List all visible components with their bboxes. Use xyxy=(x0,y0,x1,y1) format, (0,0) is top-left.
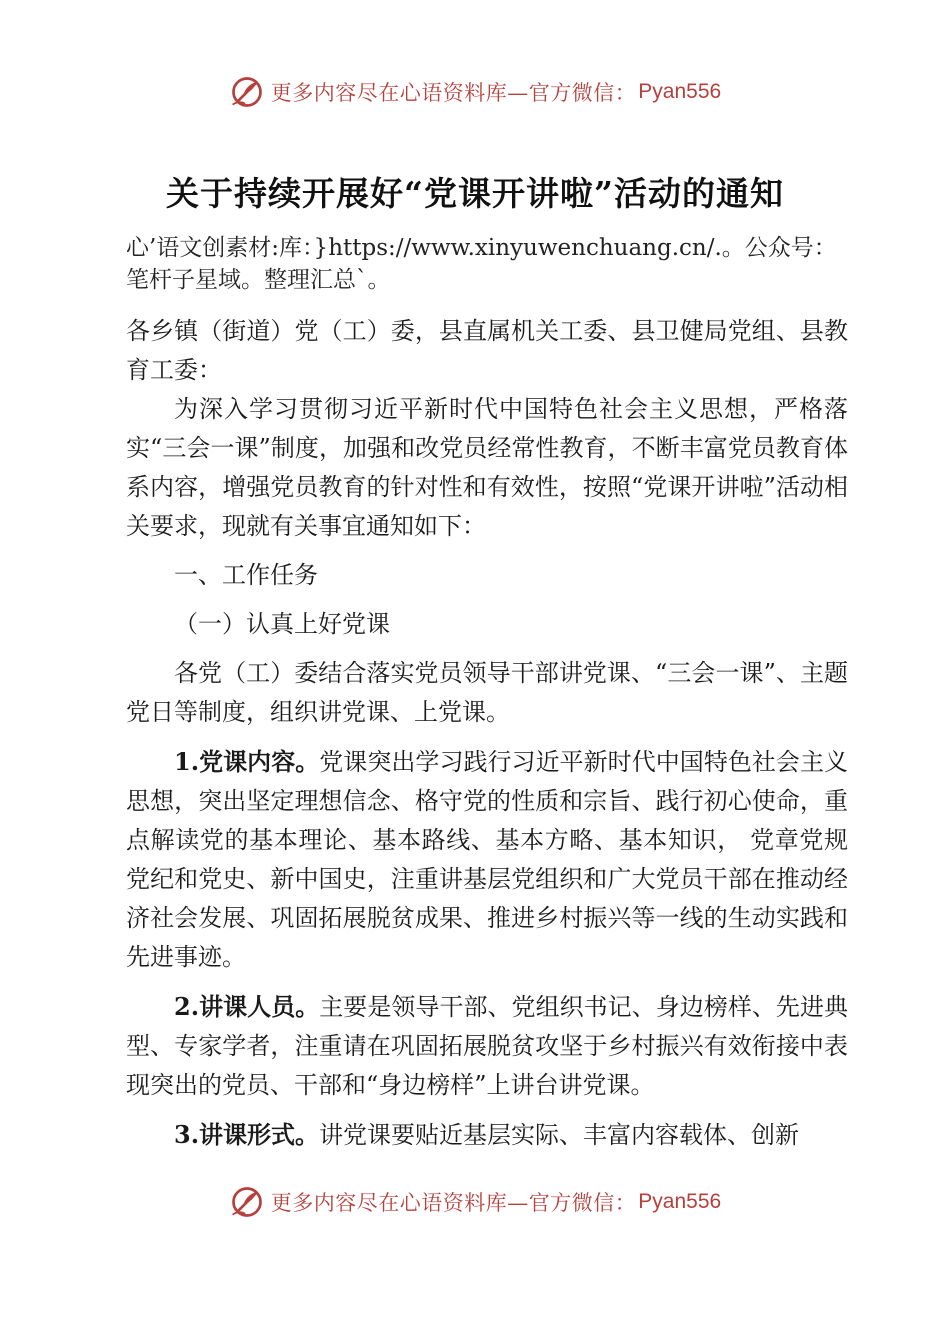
banner-wechat-id: Pyan556 xyxy=(638,80,722,103)
footer-watermark-banner xyxy=(0,1180,950,1224)
item-1-lead: 1.党课内容。 xyxy=(174,747,320,776)
item-1-text: 党课突出学习践行习近平新时代中国特色社会主义思想，突出坚定理想信念、格守党的性质和宗旨、践行初心使命，重点解读党的基本理论、基本路线、基本方略、基本知识， 党章党规党纪和党史、新中国史，注重讲基层党组织和广大党员干部在推动经济社会发展、巩固拓展脱贫成果、推进乡村振兴等一线的生动实践和先进事迹。 xyxy=(126,748,848,971)
section-heading-1: 一、工作任务 xyxy=(174,561,318,589)
source-note: 心’语文创素材:库：}https://www.xinyuwenchuang.cn/.。公众号：笔杆子星域。整理汇总`。 xyxy=(126,235,837,293)
item-2-text: 主要是领导干部、党组织书记、身边榜样、先进典型、专家学者，注重请在巩固拓展脱贫攻坚于乡村振兴有效衔接中表现突出的党员、干部和“身边榜样”上讲台讲党课。 xyxy=(126,993,848,1099)
item-3-paragraph xyxy=(126,1115,848,1155)
item-2-paragraph xyxy=(126,987,848,1105)
header-watermark-banner xyxy=(0,70,950,114)
item-3-lead: 3.讲课形式。 xyxy=(174,1120,320,1149)
document-body xyxy=(126,312,848,1155)
intro-paragraph: 为深入学习贯彻习近平新时代中国特色社会主义思想，严格落实“三会一课”制度，加强和改党员经常性教育，不断丰富党员教育体系内容，增强党员教育的针对性和有效性，按照“党课开讲啦”活动相关要求，现就有关事宜通知如下： xyxy=(126,395,848,540)
document-title: 关于持续开展好“党课开讲啦”活动的通知 xyxy=(166,174,784,213)
item-2-lead: 2.讲课人员。 xyxy=(174,992,320,1021)
subsection-heading-1: （一）认真上好党课 xyxy=(174,610,390,638)
banner-text: 更多内容尽在心语资料库—官方微信： xyxy=(270,1191,637,1215)
banner-text: 更多内容尽在心语资料库—官方微信： xyxy=(270,81,637,105)
item-1-paragraph xyxy=(126,742,848,977)
quill-logo-icon xyxy=(229,74,265,110)
item-3-text: 讲党课要贴近基层实际、丰富内容载体、创新 xyxy=(319,1121,800,1149)
subsection-1-paragraph: 各党（工）委结合落实党员领导干部讲党课、“三会一课”、主题党日等制度，组织讲党课、上党课。 xyxy=(126,659,848,726)
banner-wechat-id: Pyan556 xyxy=(638,1190,722,1213)
quill-logo-icon xyxy=(229,1184,265,1220)
salutation: 各乡镇（街道）党（工）委，县直属机关工委、县卫健局党组、县教育工委： xyxy=(126,317,848,384)
